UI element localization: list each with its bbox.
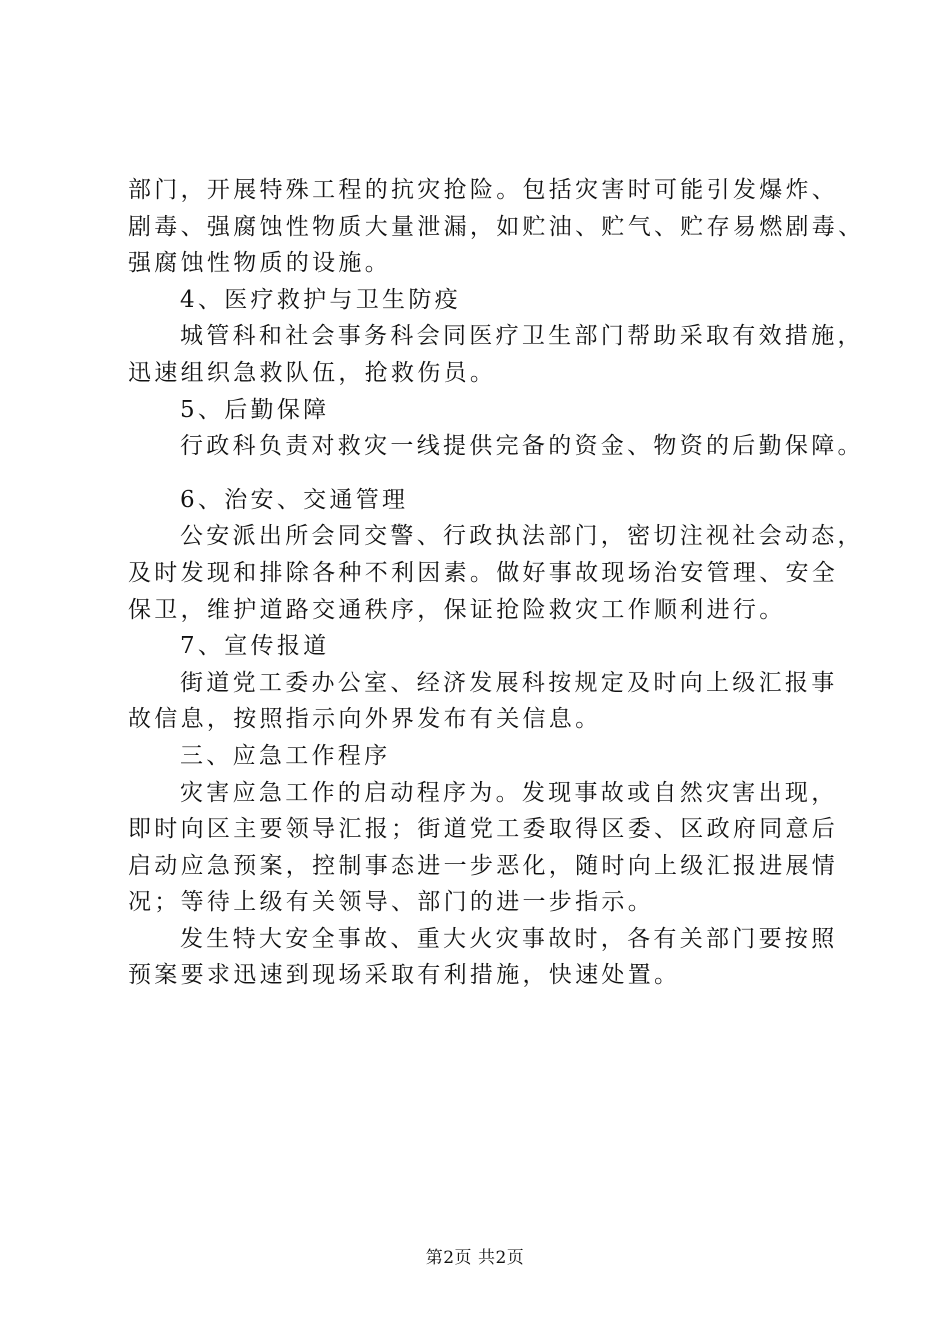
paragraph-line: 剧毒、强腐蚀性物质大量泄漏，如贮油、贮气、贮存易燃剧毒、 (128, 213, 865, 240)
section-heading: 7、宣传报道 (180, 633, 330, 660)
paragraph-line: 即时向区主要领导汇报；街道党工委取得区委、区政府同意后 (128, 816, 839, 843)
paragraph-line: 街道党工委办公室、经济发展科按规定及时向上级汇报事 (180, 669, 838, 696)
document-body (128, 172, 865, 994)
section-heading: 三、应急工作程序 (180, 742, 391, 769)
section-heading: 4、医疗救护与卫生防疫 (180, 286, 461, 313)
section-heading: 5、后勤保障 (180, 396, 330, 423)
paragraph-line: 灾害应急工作的启动程序为。发现事故或自然灾害出现， (180, 779, 838, 806)
paragraph-line: 发生特大安全事故、重大火灾事故时，各有关部门要按照 (180, 925, 838, 952)
page-footer: 第2页 共2页 (425, 1248, 525, 1268)
paragraph-line: 保卫，维护道路交通秩序，保证抢险救灾工作顺利进行。 (128, 596, 786, 623)
paragraph-line: 公安派出所会同交警、行政执法部门，密切注视社会动态， (180, 523, 864, 550)
paragraph-line: 城管科和社会事务科会同医疗卫生部门帮助采取有效措施， (180, 323, 864, 350)
paragraph-gap (128, 465, 848, 482)
paragraph-line: 强腐蚀性物质的设施。 (128, 250, 391, 277)
paragraph-line: 启动应急预案，控制事态进一步恶化，随时向上级汇报进展情 (128, 852, 839, 879)
section-heading: 6、治安、交通管理 (180, 486, 409, 513)
paragraph-line: 况；等待上级有关领导、部门的进一步指示。 (128, 889, 654, 916)
paragraph-line: 行政科负责对救灾一线提供完备的资金、物资的后勤保障。 (180, 433, 864, 460)
paragraph-line: 预案要求迅速到现场采取有利措施，快速处置。 (128, 962, 681, 989)
paragraph-line: 部门，开展特殊工程的抗灾抢险。包括灾害时可能引发爆炸、 (128, 177, 839, 203)
paragraph-line: 迅速组织急救队伍，抢救伤员。 (128, 359, 497, 386)
paragraph-line: 及时发现和排除各种不利因素。做好事故现场治安管理、安全 (128, 559, 839, 586)
paragraph-line: 故信息，按照指示向外界发布有关信息。 (128, 706, 602, 733)
